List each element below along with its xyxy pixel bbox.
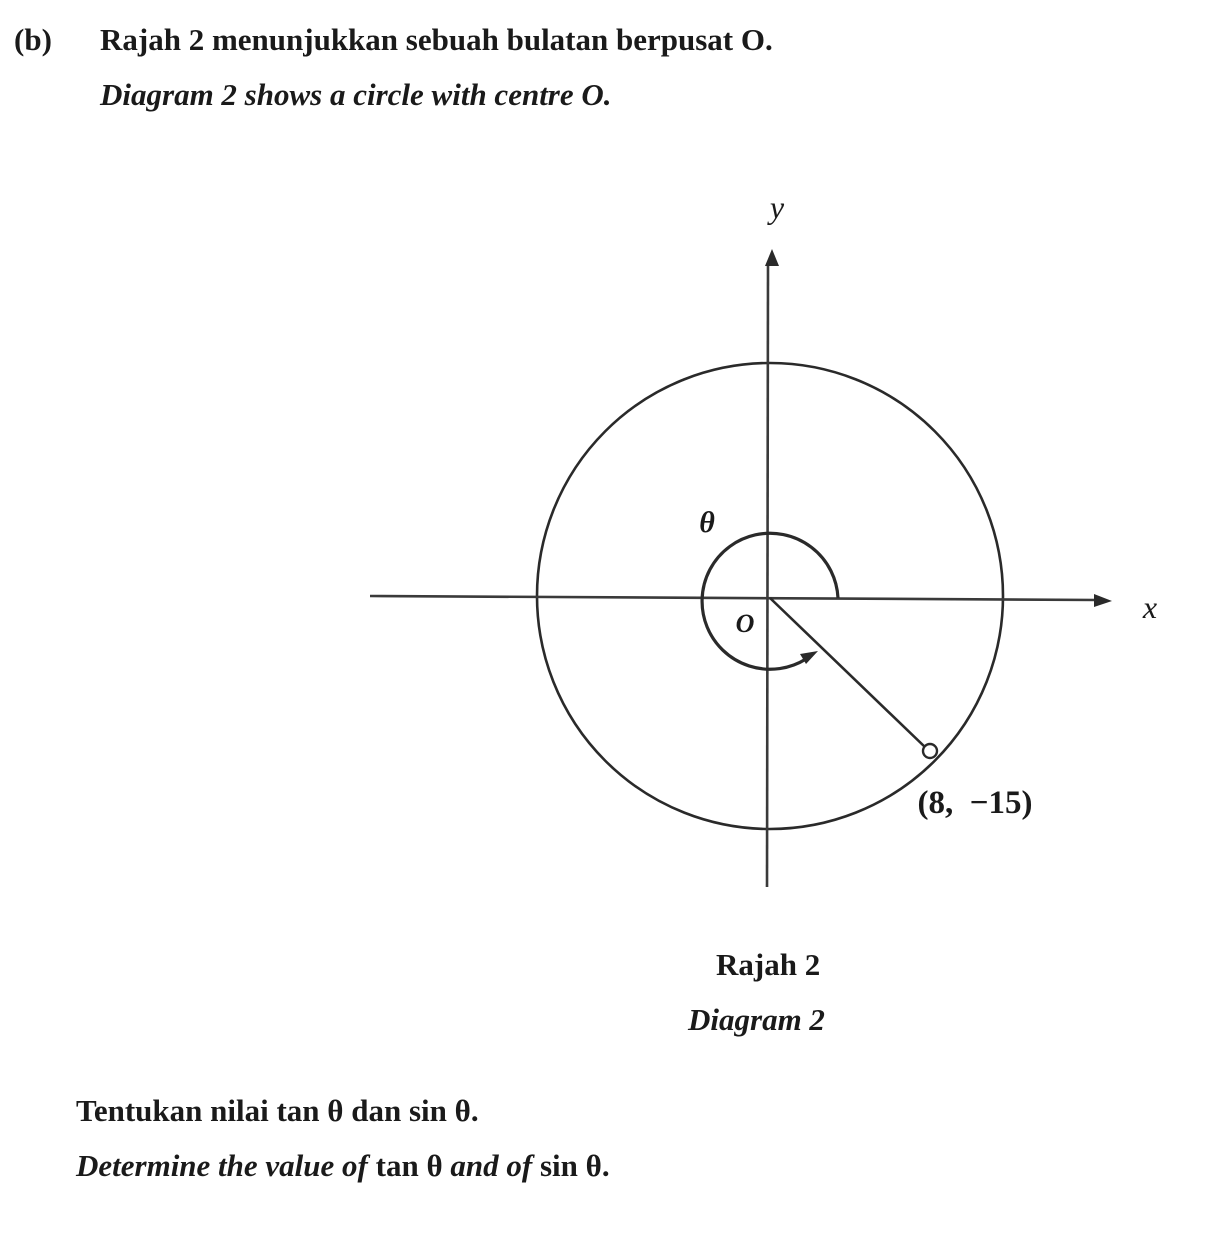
question-label: (b) bbox=[14, 22, 52, 57]
y-axis-arrowhead bbox=[765, 249, 779, 266]
x-axis-arrowhead bbox=[1094, 594, 1112, 607]
x-axis bbox=[370, 596, 1098, 600]
task-english-end: . bbox=[601, 1148, 610, 1183]
task-malay-mid: dan bbox=[343, 1093, 409, 1128]
task-english-tan: tan θ bbox=[375, 1148, 443, 1183]
origin-label: O bbox=[735, 609, 755, 638]
task-malay bbox=[76, 1093, 479, 1129]
task-malay-tan: tan θ bbox=[276, 1093, 344, 1128]
task-english-sin: sin θ bbox=[539, 1148, 602, 1183]
circle bbox=[537, 363, 1003, 829]
x-axis-label: x bbox=[1142, 589, 1158, 625]
task-english-mid: and of bbox=[442, 1148, 540, 1183]
diagram-caption-malay: Rajah 2 bbox=[716, 947, 821, 982]
task-english-prefix: Determine the value of bbox=[76, 1148, 376, 1183]
question-intro-malay: Rajah 2 menunjukkan sebuah bulatan berpusat O. bbox=[100, 22, 773, 57]
point-marker bbox=[923, 744, 937, 758]
y-axis-label: y bbox=[769, 189, 785, 225]
point-label: (8, −15) bbox=[917, 785, 1033, 821]
task-malay-sin: sin θ bbox=[408, 1093, 471, 1128]
angle-arc bbox=[702, 533, 838, 669]
task-malay-prefix: Tentukan nilai bbox=[76, 1093, 277, 1128]
task-malay-end: . bbox=[470, 1093, 479, 1128]
angle-label: θ bbox=[699, 506, 715, 539]
y-axis bbox=[767, 265, 768, 887]
diagram-caption-english: Diagram 2 bbox=[688, 1002, 825, 1037]
question-intro-english: Diagram 2 shows a circle with centre O. bbox=[100, 77, 612, 112]
radius-line bbox=[770, 598, 926, 748]
task-english bbox=[76, 1148, 610, 1184]
